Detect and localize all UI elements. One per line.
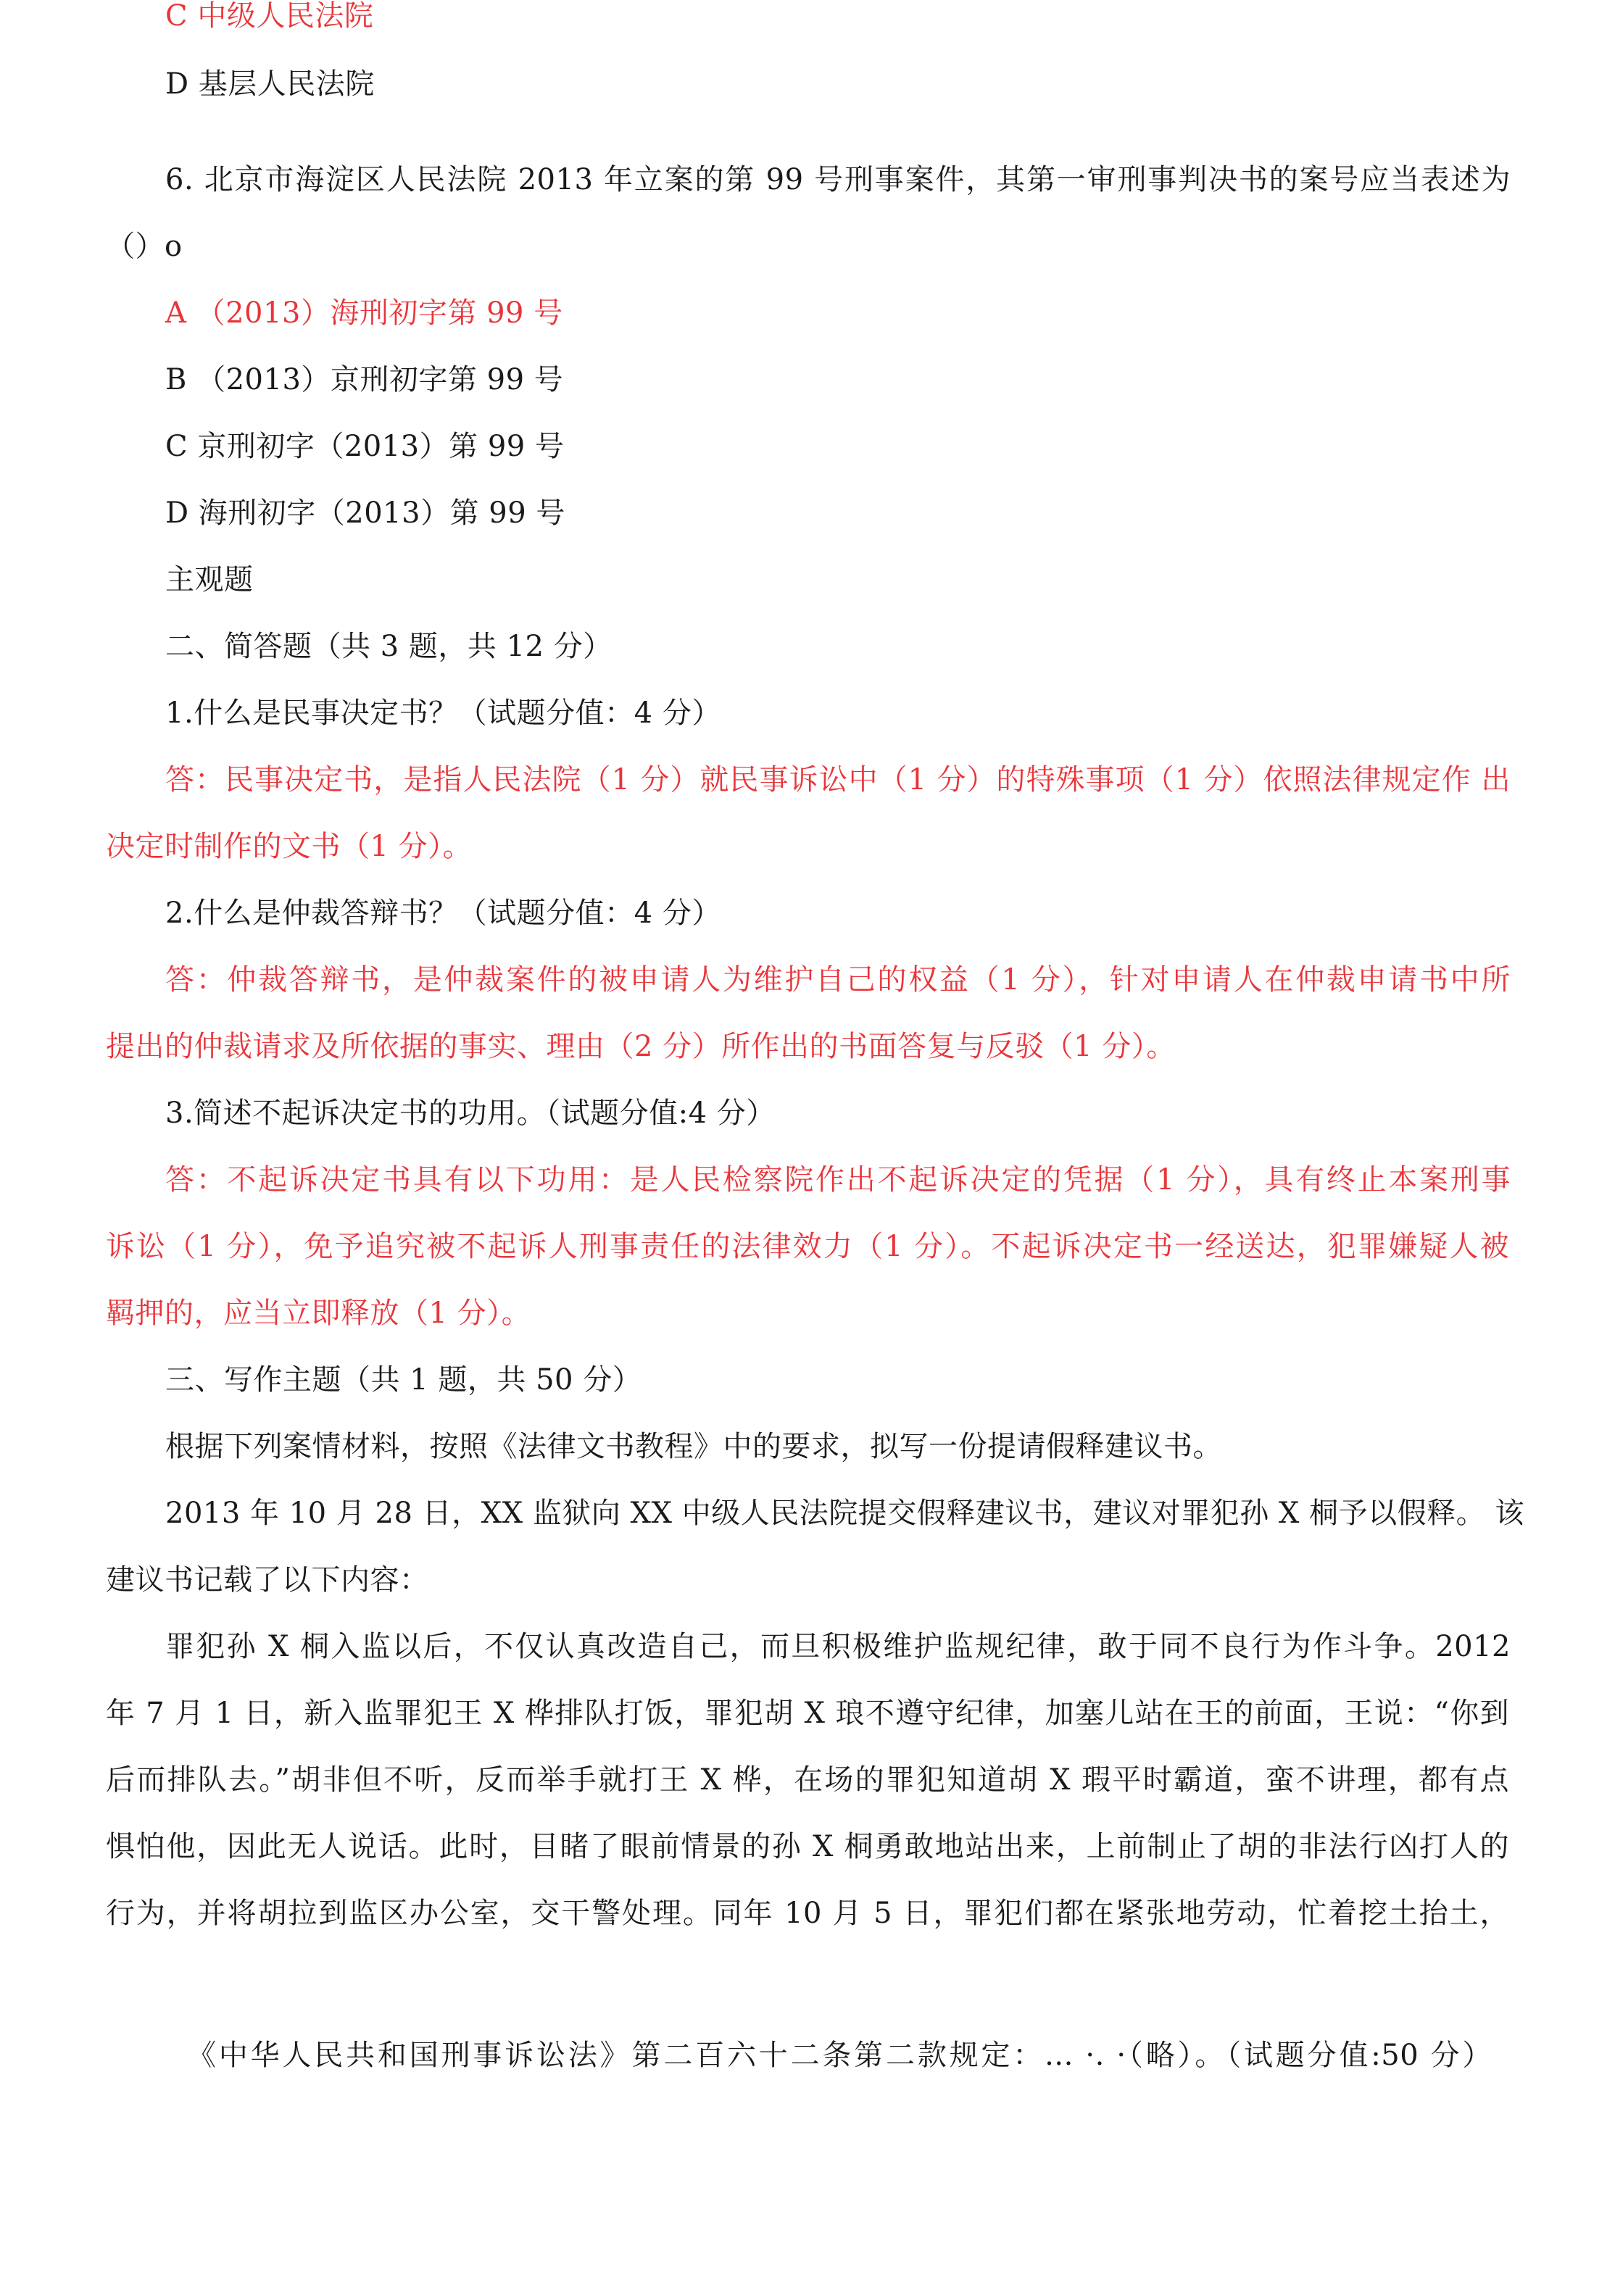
case-paragraph-1-cont: 建议书记载了以下内容： <box>106 1563 429 1597</box>
option-c-answer: C 中级人民法院 <box>165 0 374 33</box>
case-paragraph-2: 罪犯孙 X 桐入监以后，不仅认真改造自己，而旦积极维护监规纪律，敢于同不良行为作斗争。2012 <box>165 1630 1511 1663</box>
short-answer-1: 答：民事决定书，是指人民法院（1 分）就民事诉讼中（1 分）的特殊事项（1 分）依照法律规定作 出 <box>165 763 1511 796</box>
short-answer-3-cont: 羁押的，应当立即释放（1 分）。 <box>106 1297 531 1330</box>
writing-instruction: 根据下列案情材料，按照《法律文书教程》中的要求，拟写一份提请假释建议书。 <box>165 1430 1222 1463</box>
short-question-2: 2.什么是仲裁答辩书？（试题分值：4 分） <box>165 897 721 930</box>
short-answer-3-cont: 诉讼（1 分），免予追究被不起诉人刑事责任的法律效力（1 分）。不起诉决定书一经送达，犯罪嫌疑人被 <box>106 1230 1509 1263</box>
case-paragraph-1: 2013 年 10 月 28 日，XX 监狱向 XX 中级人民法院提交假释建议书，建议对罪犯孙 X 桐予以假释。 该 <box>165 1497 1524 1530</box>
option-a-answer: A （2013）海刑初字第 99 号 <box>165 296 563 330</box>
short-answer-3: 答：不起诉决定书具有以下功用：是人民检察院作出不起诉决定的凭据（1 分），具有终止本案刑事 <box>165 1163 1511 1197</box>
option-c: C 京刑初字（2013）第 99 号 <box>165 430 565 463</box>
section-writing-heading: 三、写作主题（共 1 题，共 50 分） <box>165 1363 642 1397</box>
question-6-stem-cont: （）o <box>106 230 183 263</box>
option-d: D 基层人民法院 <box>165 67 375 101</box>
short-answer-2-cont: 提出的仲裁请求及所依据的事实、理由（2 分）所作出的书面答复与反驳（1 分）。 <box>106 1030 1176 1063</box>
short-question-1: 1.什么是民事决定书？（试题分值：4 分） <box>165 696 721 730</box>
case-paragraph-2-cont: 年 7 月 1 日，新入监罪犯王 X 桦排队打饭，罪犯胡 X 琅不遵守纪律，加塞儿站在王的前面，王说：“你到 <box>106 1697 1509 1730</box>
option-b: B （2013）京刑初字第 99 号 <box>165 363 564 396</box>
option-d: D 海刑初字（2013）第 99 号 <box>165 496 565 530</box>
question-6-stem: 6. 北京市海淀区人民法院 2013 年立案的第 99 号刑事案件，其第一审刑事判决书的案号应当表述为 <box>165 163 1511 196</box>
short-answer-2: 答：仲裁答辩书，是仲裁案件的被申请人为维护自己的权益（1 分），针对申请人在仲裁申请书中所 <box>165 963 1511 997</box>
short-question-3: 3.简述不起诉决定书的功用。（试题分值:4 分） <box>165 1097 776 1130</box>
case-paragraph-2-cont: 行为，并将胡拉到监区办公室，交干警处理。同年 10 月 5 日，罪犯们都在紧张地劳动，忙着挖土抬土， <box>106 1897 1509 1930</box>
case-paragraph-2-cont: 后而排队去。”胡非但不听，反而举手就打王 X 桦，在场的罪犯知道胡 X 瑕平时霸道，蛮不讲理，都有点 <box>106 1763 1509 1797</box>
short-answer-1-cont: 决定时制作的文书（1 分）。 <box>106 830 473 863</box>
case-paragraph-2-cont: 惧怕他，因此无人说话。此时，目睹了眼前情景的孙 X 桐勇敢地站出来，上前制止了胡的非法行凶打人的 <box>106 1830 1509 1863</box>
law-citation: 《中华人民共和国刑事诉讼法》第二百六十二条第二款规定：... ·. ·（略）。（试题分值:50 分） <box>187 2039 1492 2072</box>
section-short-answer-heading: 二、简答题（共 3 题，共 12 分） <box>165 630 613 663</box>
section-subjective-heading: 主观题 <box>165 563 254 596</box>
